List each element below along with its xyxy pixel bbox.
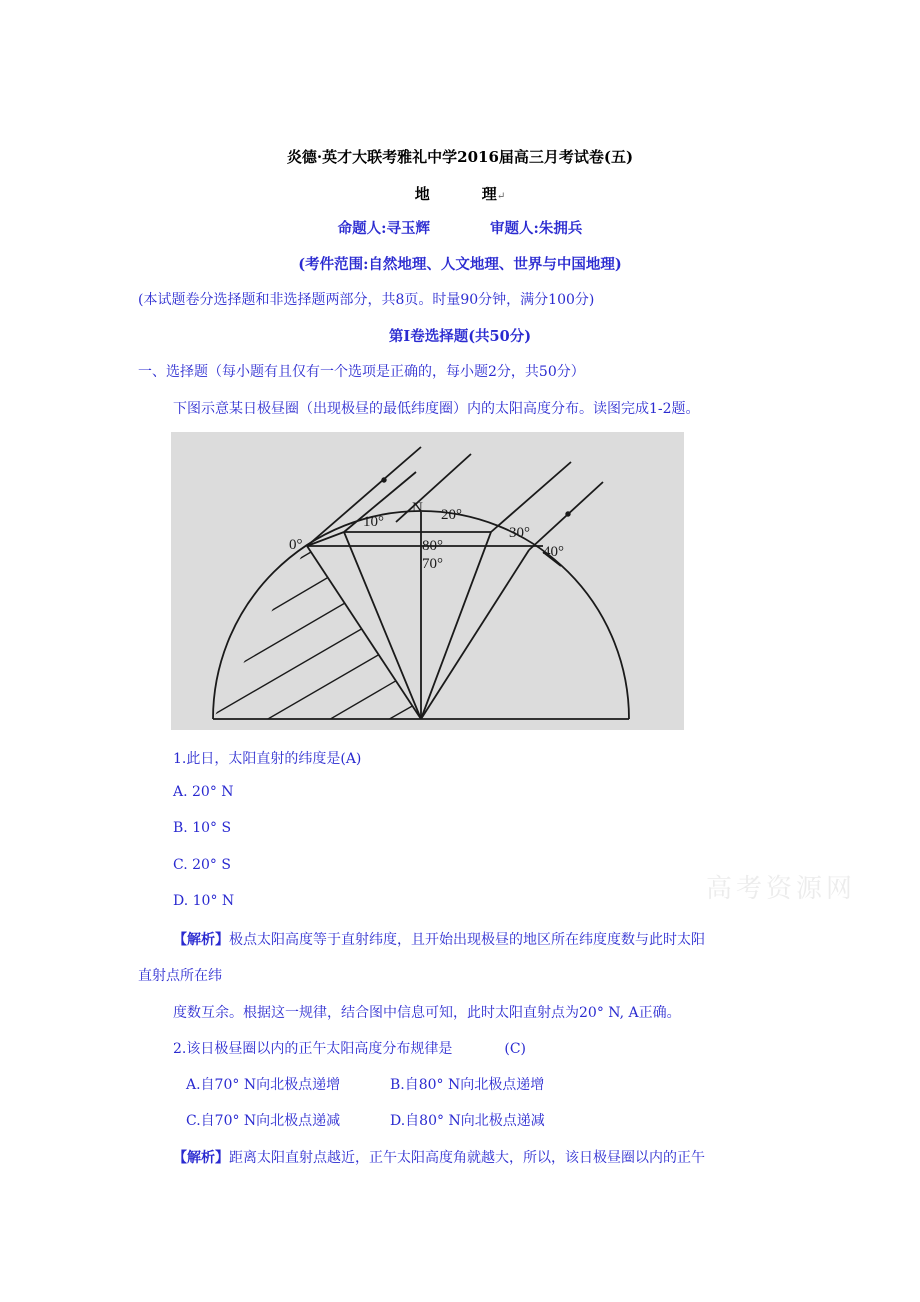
sun-altitude-figure [171, 432, 684, 730]
q2-stem-line [173, 1038, 526, 1058]
q2-option-a: A.自70° N向北极点递增 [186, 1077, 341, 1093]
ray-dot-2 [566, 512, 570, 516]
q2-option-c: C.自70° N向北极点递减 [186, 1113, 341, 1129]
q1-option-d: D. 10° N [173, 893, 235, 909]
radius-0 [307, 546, 421, 719]
part1-lead: 下图示意某日极昼圈（出现极昼的最低纬度圈）内的太阳高度分布。读图完成1-2题。 [173, 401, 700, 417]
exam-scope: (考件范围:自然地理、人文地理、世界与中国地理) [298, 256, 622, 273]
radius-10 [344, 532, 421, 719]
q1-analysis-line3: 度数互余。根据这一规律，结合图中信息可知，此时太阳直射点为20° N, A正确。 [173, 1005, 681, 1021]
q1-stem: 1.此日，太阳直射的纬度是(A) [173, 751, 362, 767]
part1-heading: 一、选择题（每小题有且仅有一个选项是正确的，每小题2分，共50分） [138, 364, 585, 380]
q1-analysis-line1 [173, 929, 705, 949]
label-40deg: 40° [543, 544, 564, 560]
q2-analysis-text1: 距离太阳直射点越近，正午太阳高度角就越大，所以，该日极昼圈以内的正午 [229, 1150, 705, 1166]
label-0deg: 0° [289, 537, 303, 553]
exam-title: 炎德·英才大联考雅礼中学2016届高三月考试卷(五) [286, 148, 634, 166]
watermark: 高考资源网 [706, 874, 857, 904]
label-30deg: 30° [509, 525, 530, 541]
q1-analysis-tag: 【解析】 [173, 932, 229, 948]
q1-option-a: A. 20° N [173, 784, 234, 800]
subject-char-1: 地 [414, 185, 430, 203]
label-80deg: 80° [422, 538, 443, 554]
label-20deg: 20° [441, 507, 462, 523]
q2-answer: (C) [504, 1041, 526, 1057]
subject-char-2: 理 [481, 185, 497, 203]
q2-option-b: B.自80° N向北极点递增 [390, 1077, 545, 1093]
q2-stem: 2.该日极昼圈以内的正午太阳高度分布规律是 [173, 1041, 453, 1057]
q1-analysis-line2: 直射点所在纬 [138, 968, 222, 984]
label-10deg: 10° [363, 514, 384, 530]
q1-option-b: B. 10° S [173, 820, 232, 836]
subject-label [0, 183, 920, 204]
ray-5 [529, 482, 603, 550]
author: 命题人:寻玉辉 [337, 220, 430, 237]
ray-dot-1 [382, 478, 386, 482]
q1-option-c: C. 20° S [173, 857, 231, 873]
figure-drawing [171, 432, 684, 730]
label-north: N [412, 500, 423, 516]
authors-line [0, 217, 920, 238]
q2-option-d: D.自80° N向北极点递减 [390, 1113, 545, 1129]
section-title: 第Ⅰ卷选择题(共50分) [388, 328, 532, 345]
q1-analysis-text1: 极点太阳高度等于直射纬度，且开始出现极昼的地区所在纬度度数与此时太阳 [229, 932, 705, 948]
reviewer: 审题人:朱拥兵 [490, 220, 583, 237]
q2-analysis-line1 [173, 1147, 705, 1167]
label-70deg: 70° [422, 556, 443, 572]
q2-analysis-tag: 【解析】 [173, 1150, 229, 1166]
exam-intro: (本试题卷分选择题和非选择题两部分，共8页。时量90分钟，满分100分) [138, 292, 595, 308]
return-mark: ↵ [496, 191, 506, 202]
